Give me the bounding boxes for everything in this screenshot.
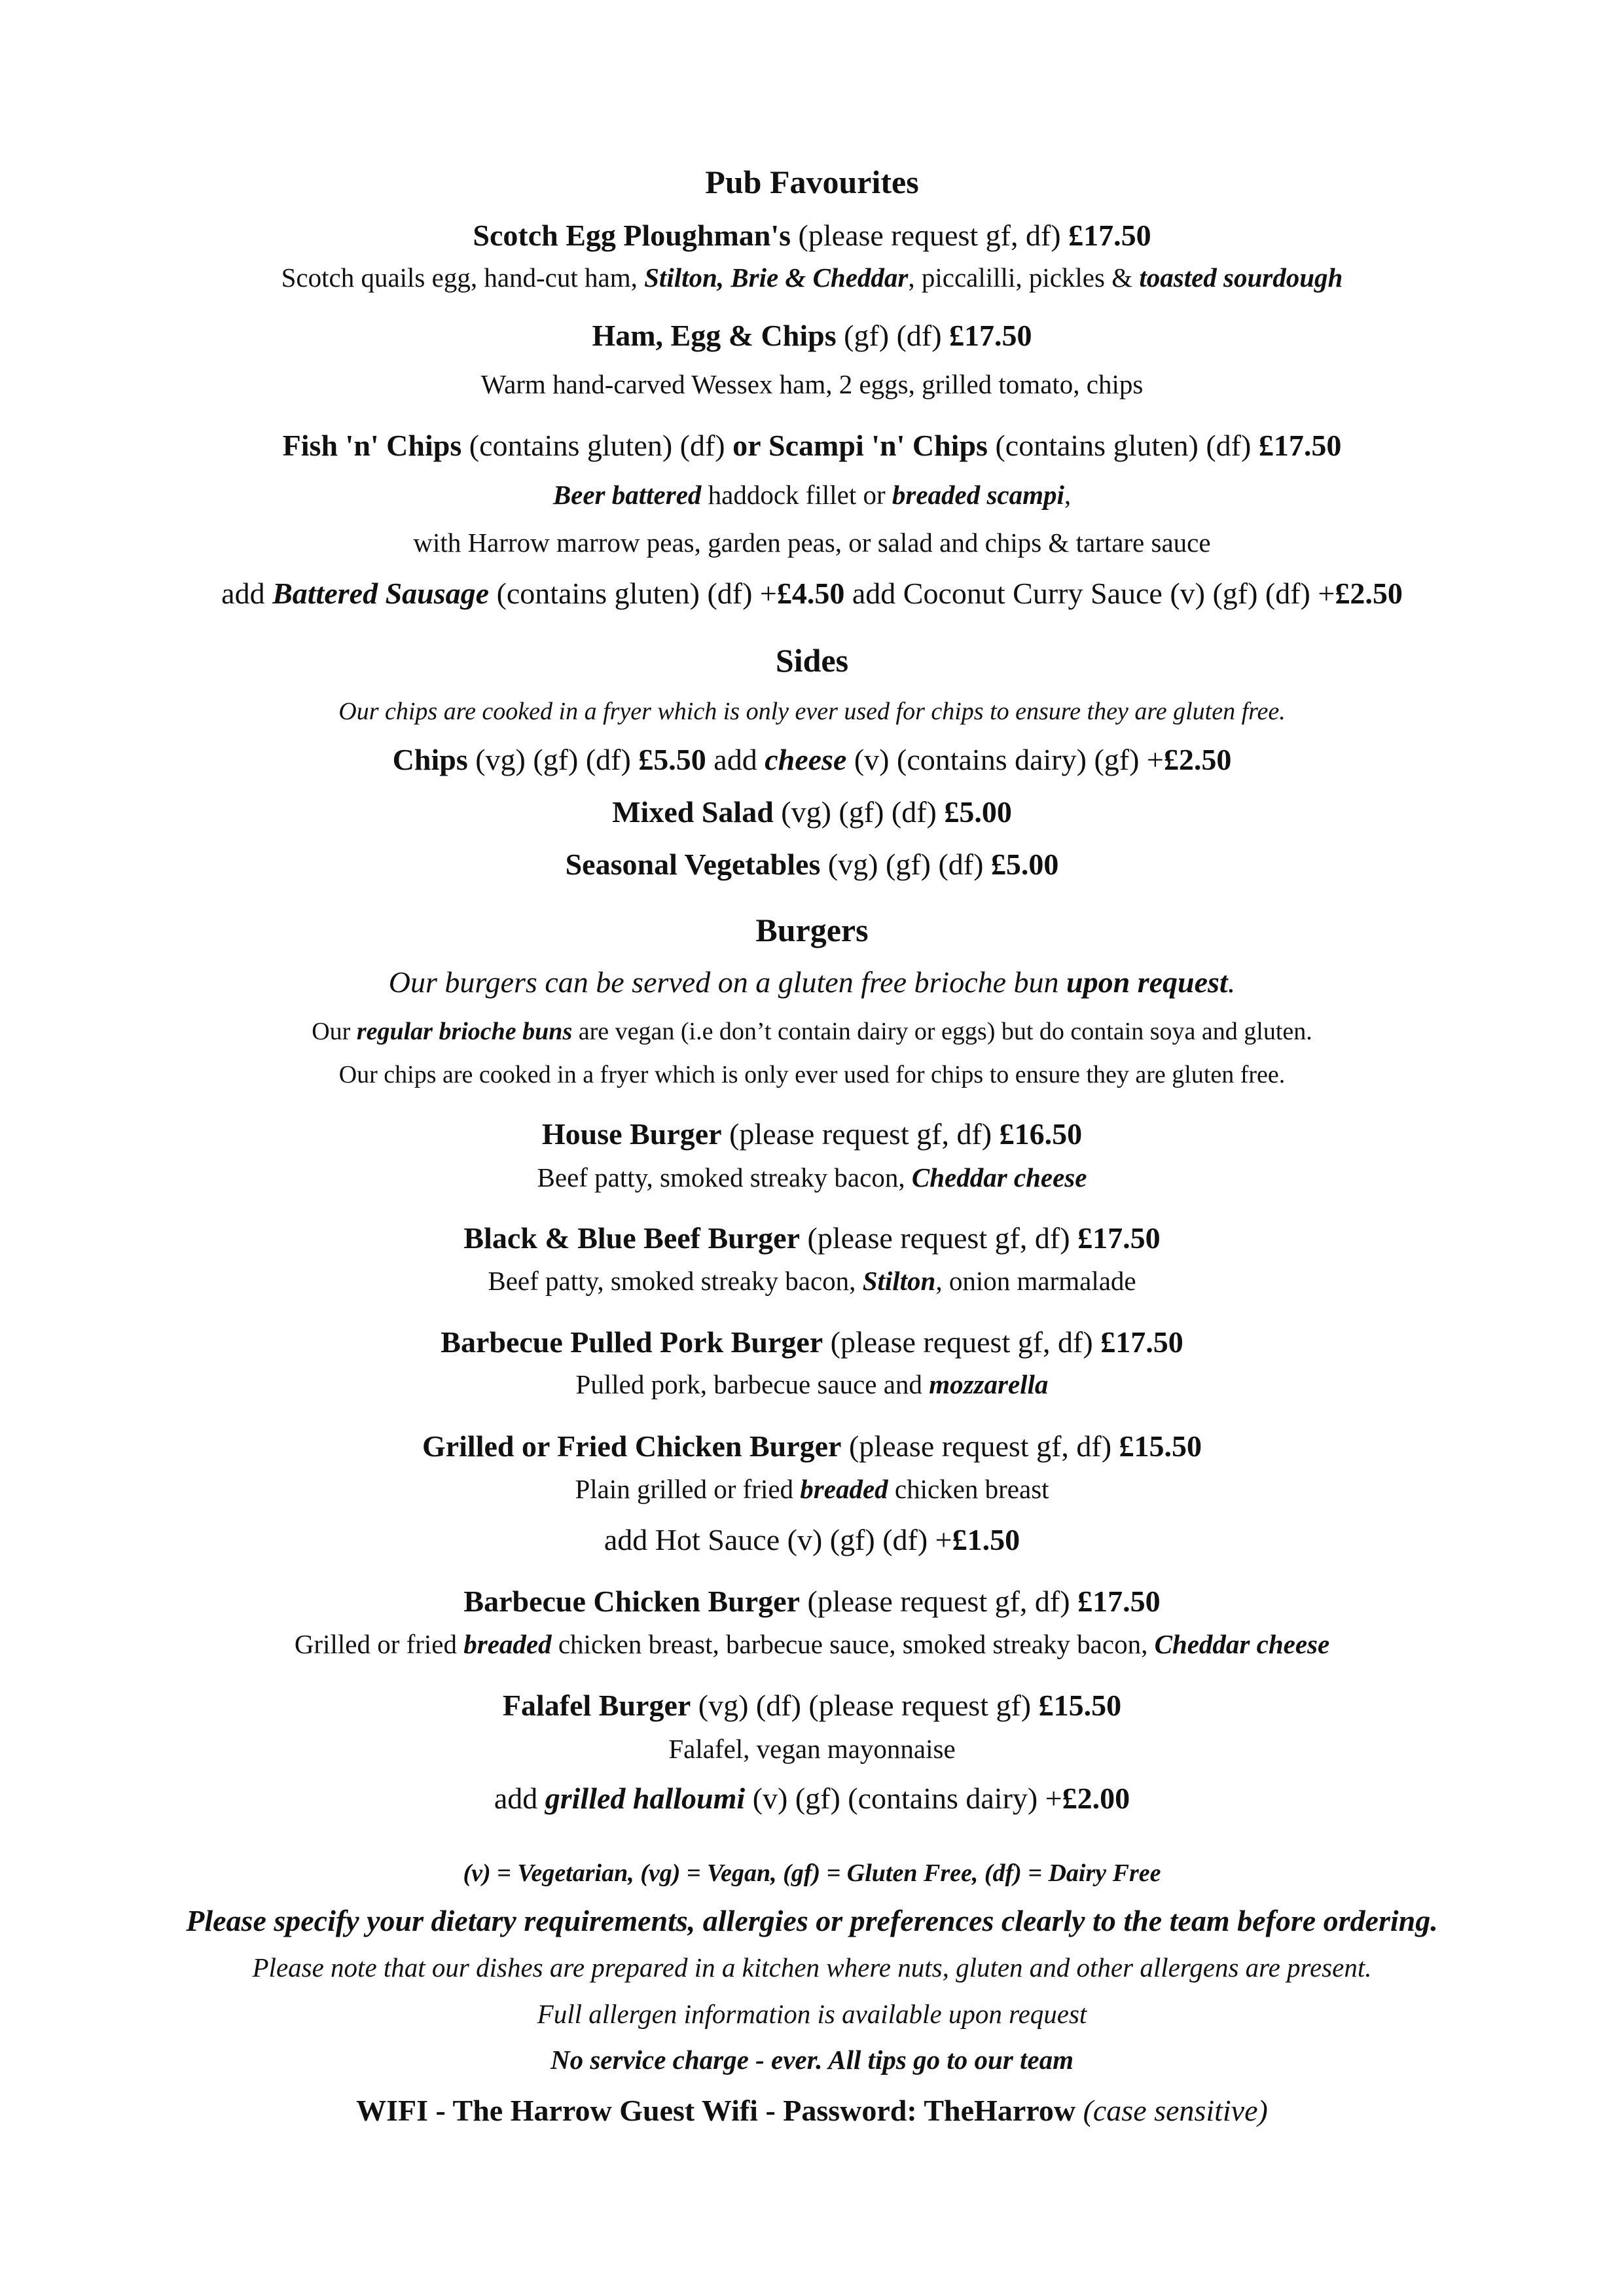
item-addons <box>0 1784 1624 1814</box>
wifi-info <box>0 2096 1624 2126</box>
item-price: £15.50 <box>1038 1689 1122 1722</box>
desc-text: Pulled pork, barbecue sauce and <box>575 1369 929 1399</box>
dietary-key: (v) = Vegetarian, (vg) = Vegan, (gf) = Gluten Free, (df) = Dairy Free <box>463 1859 1161 1887</box>
addon-text: add <box>494 1782 545 1815</box>
item-name: Scampi 'n' Chips <box>768 429 988 462</box>
item-ham-egg-chips <box>0 321 1624 351</box>
item-note: (please request gf, df) <box>800 1585 1078 1618</box>
section-heading-sides: Sides <box>775 642 849 679</box>
note-text: are vegan (i.e don’t contain dairy or eggs) but do contain soya and gluten. <box>572 1018 1312 1045</box>
desc-text: Beef patty, smoked streaky bacon, <box>537 1162 912 1193</box>
burgers-note-gluten-free <box>0 967 1624 997</box>
item-scotch-egg-ploughmans <box>0 221 1624 251</box>
addon-text: add Coconut Curry Sauce (v) (gf) (df) + <box>844 577 1335 610</box>
desc-text: , piccalilli, pickles & <box>908 262 1140 293</box>
item-price: £5.50 <box>638 743 706 776</box>
allergen-info-notice: Full allergen information is available upon request <box>537 1999 1087 2029</box>
desc-text: Scotch quails egg, hand-cut ham, <box>281 262 645 293</box>
wifi-details: WIFI - The Harrow Guest Wifi - Password: TheHarrow <box>356 2094 1076 2127</box>
addon-text: add <box>706 743 765 776</box>
section-heading-pub-favourites: Pub Favourites <box>705 164 919 200</box>
item-name: Barbecue Pulled Pork Burger <box>441 1325 823 1359</box>
desc-text: chicken breast, barbecue sauce, smoked streaky bacon, <box>551 1629 1155 1659</box>
addon-name: Battered Sausage <box>272 577 490 610</box>
note-text: . <box>1227 965 1236 999</box>
item-note: (please request gf, df) <box>823 1325 1101 1359</box>
item-description <box>0 264 1624 291</box>
note-emphasis: regular brioche buns <box>356 1018 573 1045</box>
note-text: Our <box>312 1018 357 1045</box>
item-black-blue-burger <box>0 1223 1624 1253</box>
desc-emphasis: Stilton, Brie & Cheddar <box>644 262 909 293</box>
item-falafel-burger <box>0 1691 1624 1721</box>
item-name: Grilled or Fried Chicken Burger <box>422 1429 842 1463</box>
note-text: Our burgers can be served on a gluten free brioche bun <box>388 965 1067 999</box>
item-price: £17.50 <box>949 319 1032 352</box>
item-chips <box>0 745 1624 775</box>
addon-text: add Hot Sauce (v) (gf) (df) + <box>604 1523 952 1556</box>
addon-price: £2.00 <box>1062 1782 1130 1815</box>
desc-emphasis: Cheddar cheese <box>1154 1629 1330 1659</box>
sides-note: Our chips are cooked in a fryer which is only ever used for chips to ensure they are gluten free. <box>338 698 1286 725</box>
burgers-note-chips: Our chips are cooked in a fryer which is only ever used for chips to ensure they are gluten free. <box>338 1061 1286 1088</box>
desc-emphasis: Stilton <box>862 1266 936 1296</box>
addon-text: (v) (gf) (contains dairy) + <box>745 1782 1062 1815</box>
item-note: (vg) (gf) (df) <box>467 743 639 776</box>
item-description: Falafel, vegan mayonnaise <box>668 1734 956 1764</box>
addon-price: £2.50 <box>1163 743 1232 776</box>
item-chicken-burger <box>0 1431 1624 1462</box>
item-price: £17.50 <box>1258 429 1342 462</box>
item-note: (gf) (df) <box>836 319 950 352</box>
item-addons <box>0 579 1624 609</box>
addon-price: £2.50 <box>1335 577 1403 610</box>
item-note: (contains gluten) (df) <box>987 429 1259 462</box>
desc-emphasis: toasted sourdough <box>1139 262 1343 293</box>
item-price: £16.50 <box>999 1117 1083 1151</box>
item-note: (vg) (gf) (df) <box>820 848 991 881</box>
item-price: £17.50 <box>1077 1221 1161 1255</box>
desc-text: Plain grilled or fried <box>575 1474 801 1504</box>
desc-text: , onion marmalade <box>935 1266 1136 1296</box>
section-heading-burgers: Burgers <box>755 912 869 948</box>
item-price: £5.00 <box>944 795 1012 829</box>
item-name: Mixed Salad <box>612 795 774 829</box>
item-price: £17.50 <box>1100 1325 1183 1359</box>
item-bbq-chicken-burger <box>0 1587 1624 1617</box>
item-note: (vg) (gf) (df) <box>773 795 945 829</box>
item-price: £17.50 <box>1077 1585 1161 1618</box>
item-note: (please request gf, df) <box>841 1429 1119 1463</box>
item-note: (vg) (df) (please request gf) <box>691 1689 1039 1722</box>
allergen-kitchen-notice: Please note that our dishes are prepared in a kitchen where nuts, gluten and other allergens are present. <box>252 1952 1372 1982</box>
item-description: Warm hand-carved Wessex ham, 2 eggs, grilled tomato, chips <box>480 369 1144 399</box>
addon-name: cheese <box>765 743 847 776</box>
item-name: Black & Blue Beef Burger <box>463 1221 801 1255</box>
wifi-note: (case sensitive) <box>1075 2094 1268 2127</box>
item-description <box>0 1268 1624 1295</box>
desc-emphasis: Cheddar cheese <box>911 1162 1087 1193</box>
item-description: with Harrow marrow peas, garden peas, or salad and chips & tartare sauce <box>413 528 1211 558</box>
item-price: £17.50 <box>1068 219 1151 252</box>
desc-text: haddock fillet or <box>701 480 892 510</box>
item-mixed-salad <box>0 797 1624 827</box>
desc-emphasis: Beer battered <box>552 480 702 510</box>
item-description <box>0 1631 1624 1658</box>
addon-text: (contains gluten) (df) + <box>489 577 777 610</box>
desc-text: , <box>1064 480 1072 510</box>
addon-text: (v) (contains dairy) (gf) + <box>846 743 1164 776</box>
item-name: House Burger <box>541 1117 722 1151</box>
item-note: (please request gf, df) <box>721 1117 1000 1151</box>
item-name: Scotch Egg Ploughman's <box>473 219 791 252</box>
item-name: Chips <box>392 743 468 776</box>
item-note: (please request gf, df) <box>791 219 1069 252</box>
item-addons <box>0 1525 1624 1555</box>
item-name: Ham, Egg & Chips <box>592 319 837 352</box>
item-fish-scampi-chips <box>0 431 1624 461</box>
item-name: Falafel Burger <box>502 1689 691 1722</box>
item-description <box>0 482 1624 509</box>
addon-text: add <box>221 577 273 610</box>
desc-emphasis: breaded <box>800 1474 888 1504</box>
item-description <box>0 1164 1624 1191</box>
desc-text: Beef patty, smoked streaky bacon, <box>488 1266 863 1296</box>
desc-text: Grilled or fried <box>294 1629 464 1659</box>
item-name: Fish 'n' Chips <box>282 429 462 462</box>
item-description <box>0 1371 1624 1398</box>
desc-emphasis: breaded scampi <box>892 480 1064 510</box>
item-price: £5.00 <box>990 848 1059 881</box>
addon-price: £1.50 <box>952 1523 1020 1556</box>
desc-emphasis: breaded <box>463 1629 552 1659</box>
item-note: (contains gluten) (df) <box>461 429 733 462</box>
item-seasonal-vegetables <box>0 850 1624 880</box>
desc-emphasis: mozzarella <box>929 1369 1049 1399</box>
item-price: £15.50 <box>1119 1429 1202 1463</box>
desc-text: chicken breast <box>888 1474 1049 1504</box>
item-name: Seasonal Vegetables <box>565 848 821 881</box>
item-pulled-pork-burger <box>0 1327 1624 1357</box>
dietary-requirements-notice: Please specify your dietary requirements, allergies or preferences clearly to the team before ordering. <box>186 1904 1438 1937</box>
item-description <box>0 1476 1624 1503</box>
service-charge-notice: No service charge - ever. All tips go to our team <box>550 2045 1074 2075</box>
burgers-note-buns <box>0 1019 1624 1044</box>
addon-name: grilled halloumi <box>545 1782 746 1815</box>
item-house-burger <box>0 1119 1624 1149</box>
item-note: (please request gf, df) <box>800 1221 1078 1255</box>
addon-price: £4.50 <box>776 577 845 610</box>
item-or: or <box>732 429 761 462</box>
note-emphasis: upon request <box>1066 965 1228 999</box>
item-name: Barbecue Chicken Burger <box>463 1585 801 1618</box>
